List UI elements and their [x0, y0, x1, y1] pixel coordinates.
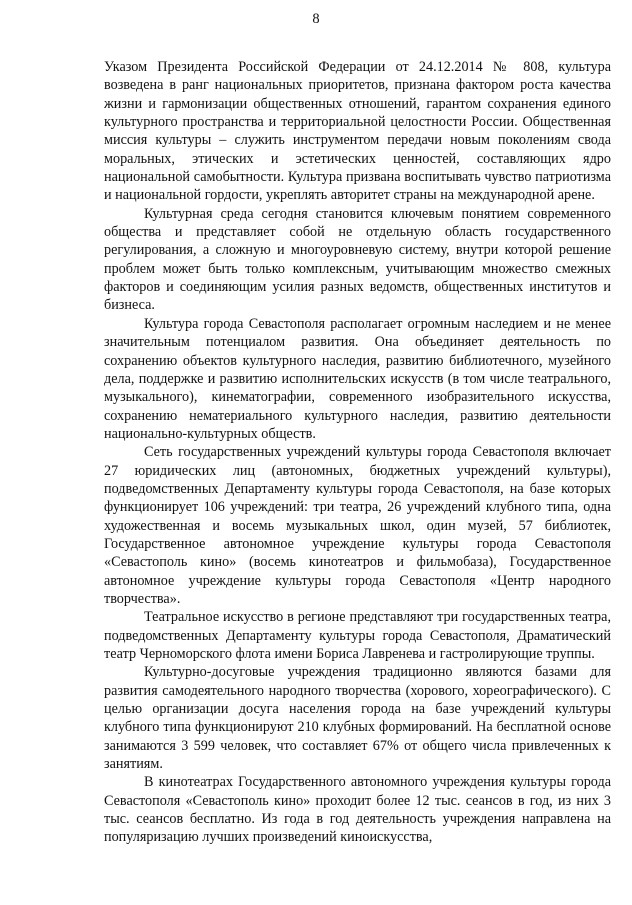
paragraph-theatre: Театральное искусство в регионе представляют три государственных театра, подведомственных Департаменту культуры города Севастополя, Драматический театр Черноморского флота имени Бориса Лавренева и гастролирующие труппы. — [104, 609, 611, 662]
paragraph-culture-priority: Указом Президента Российской Федерации от 24.12.2014 № 808, культура возведена в ранг национальных приоритетов, признана фактором роста качества жизни и гармонизации общественных отношений, гарантом сохранения единого культурного пространства и территориальной целостности России. Общественная миссия культуры – служить инструментом передачи новым поколениям свода моральных, этических и эстетических ценностей, составляющих ядро национальной самобытности. Культура призвана воспитывать чувство патриотизма и национальной гордости, укреплять авторитет страны на международной арене. — [104, 59, 611, 204]
paragraph-sevastopol-heritage: Культура города Севастополя располагает огромным наследием и не менее значительным потенциалом развития. Она объединяет деятельность по сохранению объектов культурного наследия, развитию библиотечного, музейного дела, поддержке и развитию исполнительских искусств (в том числе театрального, музыкального), кинематографии, современного изобразительного искусства, сохранению нематериального культурного наследия, развитию деятельности национально-культурных обществ. — [104, 315, 611, 442]
paragraph-institution-network: Сеть государственных учреждений культуры города Севастополя включает 27 юридических лиц (автономных, бюджетных учреждений культуры), подведомственных Департаменту культуры города Севастополя, на базе которых функционирует 106 учреждений: три театра, 26 учреждений клубного типа, одна художественная и восемь музыкальных школ, один музей, 57 библиотек, Государственное автономное учреждение культуры города Севастополя «Севастополь кино» (восемь кинотеатров и фильмобаза), Государственное автономное учреждение культуры города Севастополя «Центр народного творчества». — [104, 444, 611, 607]
page-number: 8 — [312, 11, 320, 27]
paragraph-cultural-environment: Культурная среда сегодня становится ключевым понятием современного общества и представляет собой не отдельную область государственного регулирования, а сложную и многоуровневую систему, внутри которой решение проблем может быть только комплексным, учитывающим множество смежных факторов и соединяющим усилия разных ведомств, общественных институтов и бизнеса. — [104, 205, 611, 314]
body-text — [104, 58, 611, 847]
paragraph-leisure-institutions: Культурно-досуговые учреждения традиционно являются базами для развития самодеятельного народного творчества (хорового, хореографического). С целью организации досуга населения города на базе учреждений культуры клубного типа функционируют 210 клубных формирований. На бесплатной основе занимаются 3 599 человек, что составляет 67% от общего числа привлеченных к занятиям. — [104, 664, 611, 773]
paragraph-cinemas: В кинотеатрах Государственного автономного учреждения культуры города Севастополя «Севастополь кино» проходит более 12 тыс. сеансов в год, из них 3 тыс. сеансов бесплатно. Из года в год деятельность учреждения направлена на популяризацию лучших произведений киноискусства, — [104, 774, 611, 846]
